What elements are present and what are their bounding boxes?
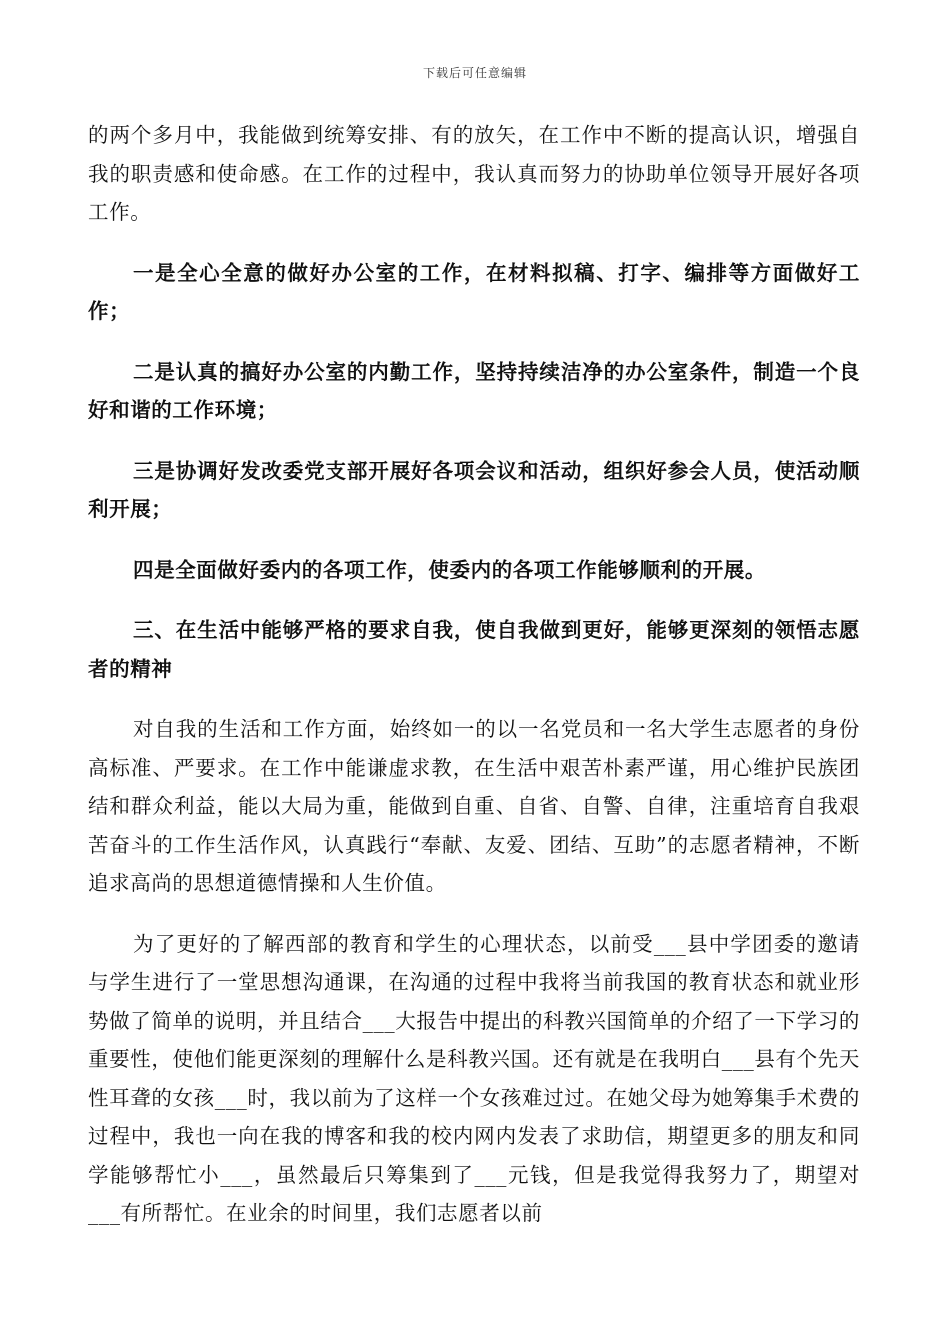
section-heading: 三、在生活中能够严格的要求自我，使自我做到更好，能够更深刻的领悟志愿者的精神 <box>88 618 860 681</box>
paragraph-item-two: 二是认真的搞好办公室的内勤工作，坚持持续洁净的办公室条件，制造一个良好和谐的工作环境； <box>88 359 860 422</box>
paragraph-item-four: 四是全面做好委内的各项工作，使委内的各项工作能够顺利的开展。 <box>133 557 766 582</box>
paragraph-self-discipline: 对自我的生活和工作方面，始终如一的以一名党员和一名大学生志愿者的身份高标准、严要求。在工作中能谦虚求教，在生活中艰苦朴素严谨，用心维护民族团结和群众利益，能以大局为重，能做到自重、自省、自警、自律，注重培育自我艰苦奋斗的工作生活作风，认真践行“奉献、友爱、团结、互助”的志愿者精神，不断追求高尚的思想道德情操和人生价值。 <box>88 717 860 895</box>
document-body <box>88 116 860 1233</box>
paragraph-item-one: 一是全心全意的做好办公室的工作，在材料拟稿、打字、编排等方面做好工作； <box>88 260 860 323</box>
paragraph-continuation: 的两个多月中，我能做到统筹安排、有的放矢，在工作中不断的提高认识，增强自我的职责感和使命感。在工作的过程中，我认真而努力的协助单位领导开展好各项工作。 <box>88 123 860 224</box>
paragraph-volunteer-activities: 为了更好的了解西部的教育和学生的心理状态，以前受___县中学团委的邀请与学生进行了一堂思想沟通课，在沟通的过程中我将当前我国的教育状态和就业形势做了简单的说明，并且结合___大报告中提出的科教兴国简单的介绍了一下学习的重要性，使他们能更深刻的理解什么是科教兴国。还有就是在我明白___县有个先天性耳聋的女孩___时，我以前为了这样一个女孩难过过。在她父母为她筹集手术费的过程中，我也一向在我的博客和我的校内网内发表了求助信，期望更多的朋友和同学能够帮忙小___，虽然最后只筹集到了___元钱，但是我觉得我努力了，期望对___有所帮忙。在业余的时间里，我们志愿者以前 <box>88 931 860 1225</box>
page-header: 下载后可任意编辑 <box>422 66 527 80</box>
paragraph-item-three: 三是协调好发改委党支部开展好各项会议和活动，组织好参会人员，使活动顺利开展； <box>88 458 860 521</box>
